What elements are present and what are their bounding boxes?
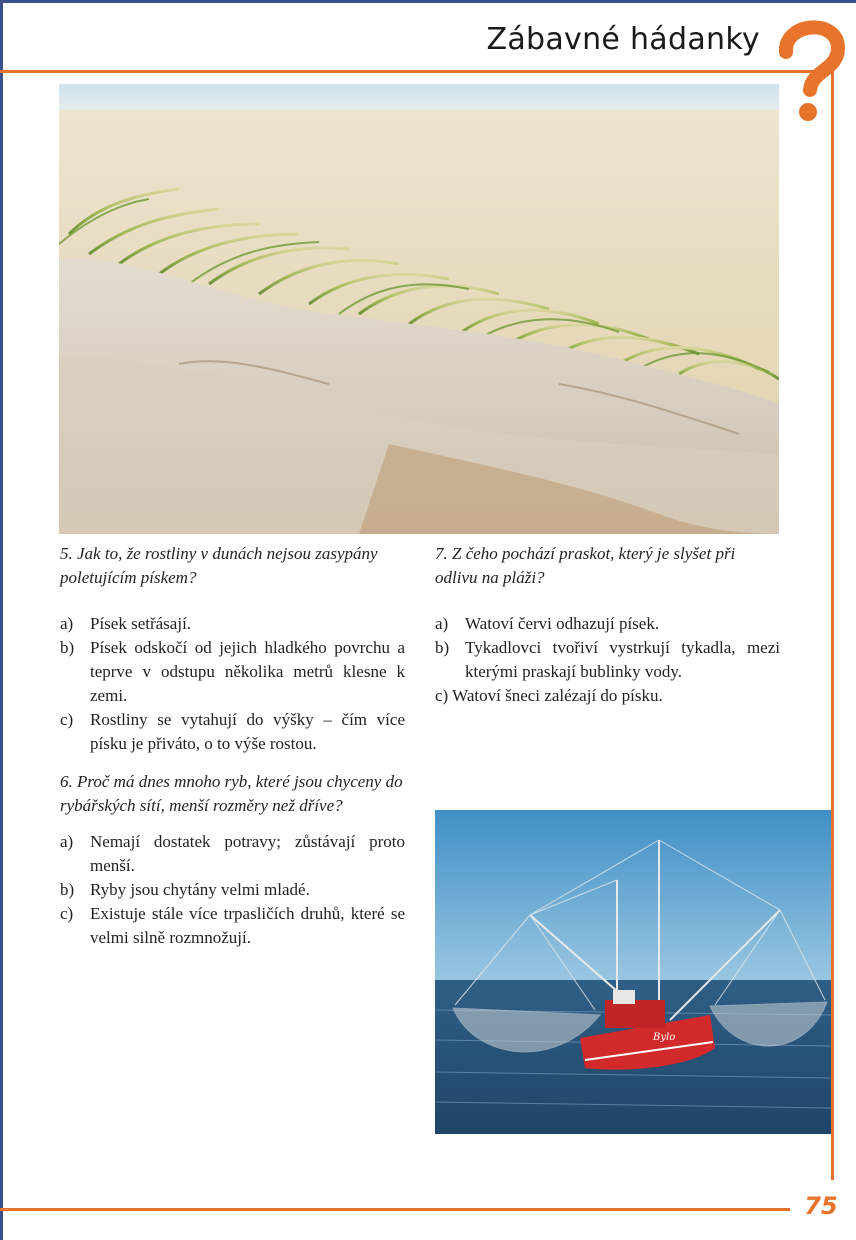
answer-letter: a) [435,614,449,633]
question-mark-icon [776,14,846,124]
answer-text: Watoví červi odhazují písek. [465,614,660,633]
answer-letter: b) [60,880,75,899]
right-rule [831,70,834,1180]
answer-text: Rostliny se vytahují do výšky – čím více písku je přiváto, o to výše rostou. [90,710,405,753]
answer-5a [60,612,405,636]
answer-letter: a) [60,614,74,633]
answer-text: Nemají dostatek potravy; zůstávají proto menší. [90,832,405,875]
page-frame-left [0,0,3,1240]
answer-letter: b) [435,638,450,657]
question-7-answers [435,612,780,708]
left-column [60,542,405,950]
page-title: Zábavné hádanky [486,22,760,57]
question-5: 5. Jak to, že rostliny v dunách nejsou zasypány poletujícím pískem? [60,544,378,587]
answer-text: Ryby jsou chytány velmi mladé. [90,880,310,899]
page-number: 75 [796,1186,846,1226]
answer-7c [435,684,780,708]
footer-rule [0,1208,790,1211]
answer-letter: c) [60,904,74,923]
answer-letter: b) [60,638,75,657]
header-rule [0,70,834,73]
answer-text: Písek odskočí od jejich hladkého povrchu a teprve v odstupu několika metrů klesne k zemi. [90,638,405,705]
answer-5c [60,708,405,756]
answer-6c [60,902,405,950]
answer-6b [60,878,405,902]
answer-letter: a) [60,832,74,851]
question-6: 6. Proč má dnes mnoho ryb, které jsou chyceny do rybářských sítí, menší rozměry než dříve? [60,772,403,815]
answer-7a [435,612,780,636]
answer-letter: c) [60,710,74,729]
page-frame-top [0,0,856,3]
dune-grass-photo [59,84,779,534]
answer-text: Písek setřásají. [90,614,192,633]
answer-text: Watoví šneci zalézají do písku. [452,686,663,705]
answer-5b [60,636,405,708]
fishing-boat-photo [435,810,831,1134]
boat-name: Bylo [653,1032,676,1043]
answer-6a [60,830,405,878]
answer-text: Existuje stále více trpasličích druhů, které se velmi silně rozmnožují. [90,904,405,947]
question-7: 7. Z čeho pochází praskot, který je slyšet při odlivu na pláži? [435,544,736,587]
question-5-answers [60,612,405,756]
answer-letter: c) [435,686,449,705]
answer-text: Tykadlovci tvořiví vystrkují tykadla, mezi kterými praskají bublinky vody. [465,638,780,681]
answer-7b [435,636,780,684]
right-column [435,542,780,708]
question-6-answers [60,830,405,950]
